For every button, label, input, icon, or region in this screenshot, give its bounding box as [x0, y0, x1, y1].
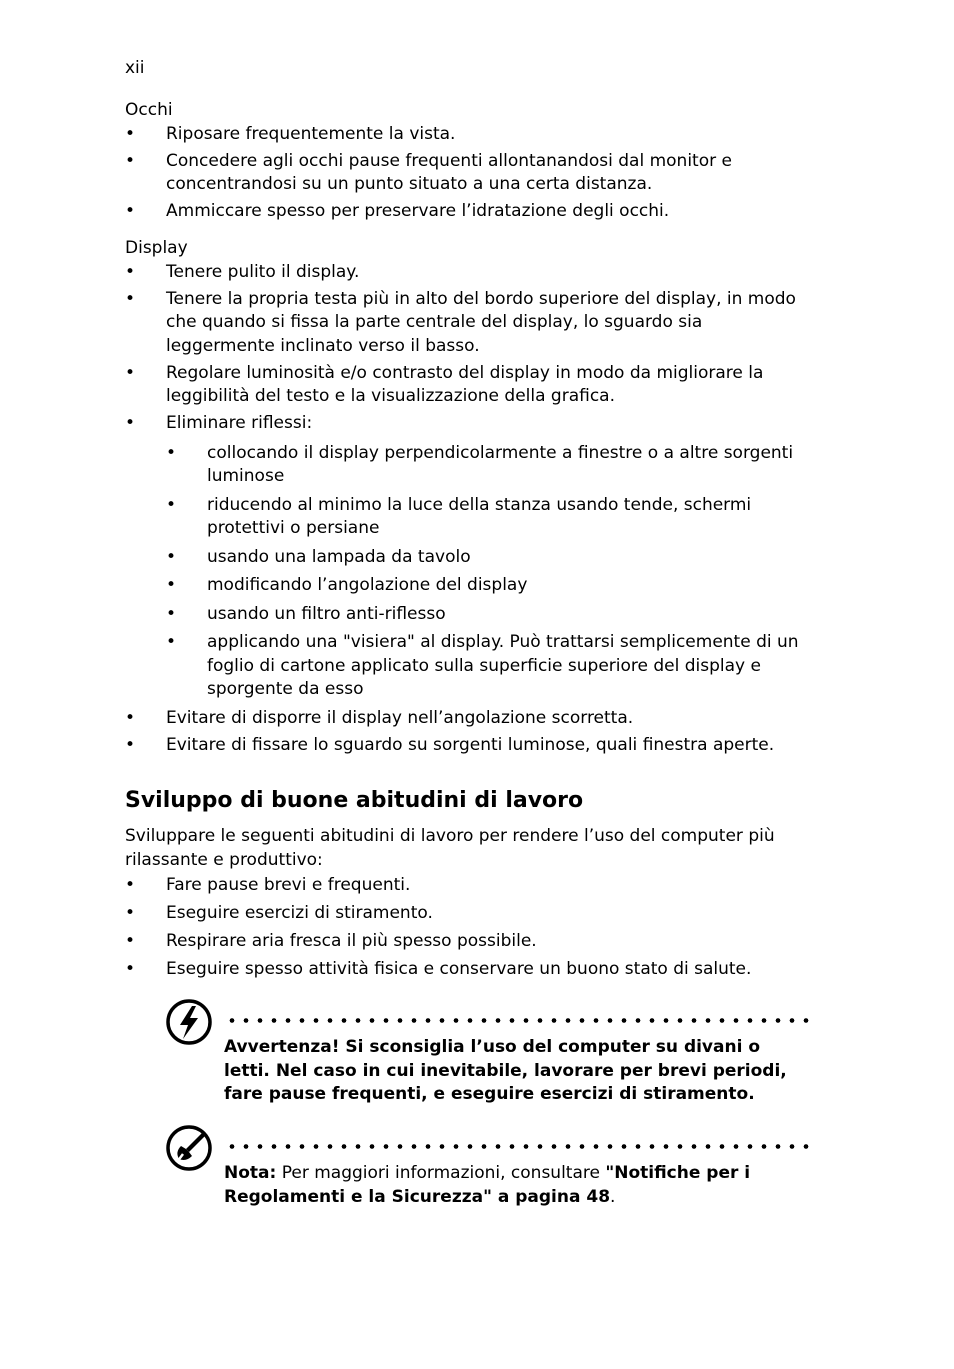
- note-end: .: [610, 1186, 616, 1207]
- cross-reference-link[interactable]: "Notifiche per i Regolamenti e la Sicurezza" a pagina 48: [224, 1163, 751, 1207]
- habits-intro: Sviluppare le seguenti abitudini di lavoro per rendere l’uso del computer più rilassante e produttivo:: [125, 826, 775, 870]
- list-item: • Evitare di disporre il display nell’angolazione scorretta.: [125, 707, 815, 731]
- list-item: • Regolare luminosità e/o contrasto del display in modo da migliorare la leggibilità del testo e la visualizzazione della grafica.: [125, 362, 815, 409]
- list-item: • Evitare di fissare lo sguardo su sorgenti luminose, quali finestra aperte.: [125, 734, 815, 758]
- eyes-section: [125, 99, 815, 227]
- sublist-item: • riducendo al minimo la luce della stanza usando tende, schermi protettivi o persiane: [125, 494, 815, 541]
- note-pen-icon: [165, 1124, 213, 1172]
- section-title: Sviluppo di buone abitudini di lavoro: [125, 788, 584, 813]
- glare-sublist: [125, 442, 815, 702]
- list-item: • Fare pause brevi e frequenti.: [125, 874, 815, 898]
- list-item: • Tenere la propria testa più in alto del bordo superiore del display, in modo che quando si fissa la parte centrale del display, lo sguardo sia leggermente inclinato verso il basso.: [125, 288, 815, 359]
- list-item: • Eseguire esercizi di stiramento.: [125, 902, 815, 926]
- note-body: Per maggiori informazioni, consultare: [276, 1163, 606, 1183]
- sublist-item: • usando una lampada da tavolo: [125, 546, 815, 570]
- warning-box: [165, 998, 810, 1113]
- display-heading: Display: [125, 238, 188, 258]
- habits-section: [125, 787, 815, 985]
- habits-list: [125, 874, 815, 982]
- list-item: • Respirare aria fresca il più spesso possibile.: [125, 930, 815, 954]
- note-label: Nota:: [224, 1163, 277, 1183]
- page-number: xii: [125, 58, 145, 78]
- list-item: • Ammiccare spesso per preservare l’idratazione degli occhi.: [125, 200, 815, 224]
- warning-text: Avvertenza! Si sconsiglia l’uso del computer su divani o letti. Nel caso in cui inevitabile, lavorare per brevi periodi, fare pause frequenti, e eseguire esercizi di stiramento.: [224, 1037, 787, 1104]
- eyes-heading: Occhi: [125, 100, 173, 120]
- sublist-item: • collocando il display perpendicolarmente a finestre o a altre sorgenti luminose: [125, 442, 815, 489]
- dotted-divider: [225, 1018, 810, 1023]
- display-list: [125, 261, 815, 436]
- list-item: • Riposare frequentemente la vista.: [125, 123, 815, 147]
- list-item: • Eliminare riflessi:: [125, 412, 815, 436]
- list-item: • Concedere agli occhi pause frequenti allontanandosi dal monitor e concentrandosi su un punto situato a una certa distanza.: [125, 150, 815, 197]
- list-item: • Tenere pulito il display.: [125, 261, 815, 285]
- sublist-item: • applicando una "visiera" al display. Può trattarsi semplicemente di un foglio di cartone applicato sulla superficie superiore del display e sporgente da esso: [125, 631, 815, 702]
- list-item: • Eseguire spesso attività fisica e conservare un buono stato di salute.: [125, 958, 815, 982]
- note-box: [165, 1124, 810, 1219]
- sublist-item: • usando un filtro anti-riflesso: [125, 603, 815, 627]
- eyes-list: [125, 123, 815, 224]
- dotted-divider: [225, 1144, 810, 1149]
- display-list-continued: [125, 707, 815, 758]
- warning-lightning-icon: [165, 998, 213, 1046]
- note-text: [224, 1162, 804, 1209]
- sublist-item: • modificando l’angolazione del display: [125, 574, 815, 598]
- display-section: [125, 237, 815, 761]
